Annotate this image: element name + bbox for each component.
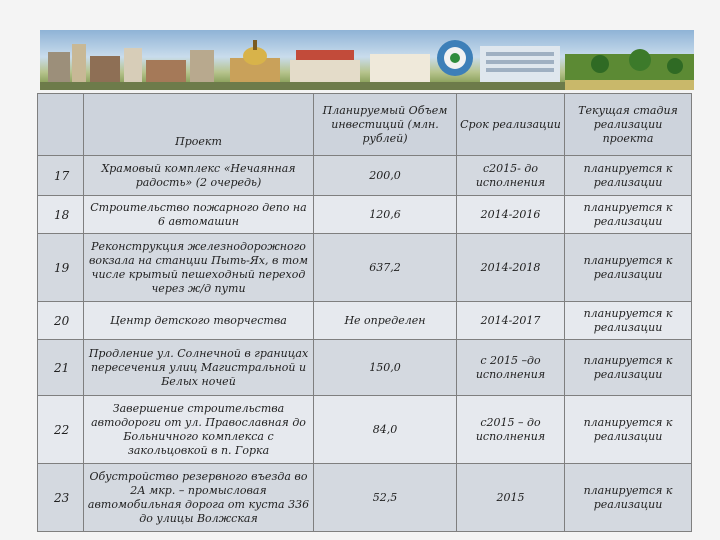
row-investment: 120,6 — [314, 196, 457, 234]
investment-projects-table — [37, 93, 692, 532]
row-num: 23 — [38, 464, 84, 532]
row-stage: планируется к реализации — [565, 340, 692, 396]
row-stage: планируется к реализации — [565, 464, 692, 532]
table-row — [38, 464, 692, 532]
table-row — [38, 156, 692, 196]
row-stage: планируется к реализации — [565, 302, 692, 340]
row-num: 21 — [38, 340, 84, 396]
row-investment: Не определен — [314, 302, 457, 340]
row-investment: 150,0 — [314, 340, 457, 396]
row-stage: планируется к реализации — [565, 196, 692, 234]
row-term: 2014-2016 — [457, 196, 565, 234]
city-panorama-image — [40, 30, 694, 90]
row-project: Храмовый комплекс «Нечаянная радость» (2 очередь) — [84, 156, 314, 196]
row-num: 19 — [38, 234, 84, 302]
table-row — [38, 340, 692, 396]
row-project: Продление ул. Солнечной в границах пересечения улиц Магистральной и Белых ночей — [84, 340, 314, 396]
table-row — [38, 196, 692, 234]
header-num — [38, 94, 84, 156]
row-term: с2015 – до исполнения — [457, 396, 565, 464]
row-stage: планируется к реализации — [565, 234, 692, 302]
row-term: с2015- до исполнения — [457, 156, 565, 196]
row-num: 20 — [38, 302, 84, 340]
row-investment: 200,0 — [314, 156, 457, 196]
row-num: 18 — [38, 196, 84, 234]
row-stage: планируется к реализации — [565, 156, 692, 196]
row-term: 2014-2018 — [457, 234, 565, 302]
row-project: Центр детского творчества — [84, 302, 314, 340]
table-row — [38, 302, 692, 340]
row-term: 2015 — [457, 464, 565, 532]
row-project: Обустройство резервного въезда во 2А мкр. – промысловая автомобильная дорога от куста 336 до улицы Волжская — [84, 464, 314, 532]
header-investment: Планируемый Объем инвестиций (млн. рублей) — [314, 94, 457, 156]
city-panorama-banner — [40, 30, 694, 90]
row-project: Реконструкция железнодорожного вокзала на станции Пыть-Ях, в том числе крытый пешеходный переход через ж/д пути — [84, 234, 314, 302]
table-row — [38, 234, 692, 302]
header-project: Проект — [84, 94, 314, 156]
row-project: Завершение строительства автодороги от ул. Православная до Больничного комплекса с закольцовкой в п. Горка — [84, 396, 314, 464]
row-investment: 637,2 — [314, 234, 457, 302]
row-stage: планируется к реализации — [565, 396, 692, 464]
table-header-row — [38, 94, 692, 156]
row-project: Строительство пожарного депо на 6 автомашин — [84, 196, 314, 234]
row-term: с 2015 –до исполнения — [457, 340, 565, 396]
row-num: 22 — [38, 396, 84, 464]
row-investment: 84,0 — [314, 396, 457, 464]
projects-table-container — [37, 93, 691, 530]
row-investment: 52,5 — [314, 464, 457, 532]
row-term: 2014-2017 — [457, 302, 565, 340]
table-row — [38, 396, 692, 464]
header-stage: Текущая стадия реализации проекта — [565, 94, 692, 156]
header-term: Срок реализации — [457, 94, 565, 156]
row-num: 17 — [38, 156, 84, 196]
